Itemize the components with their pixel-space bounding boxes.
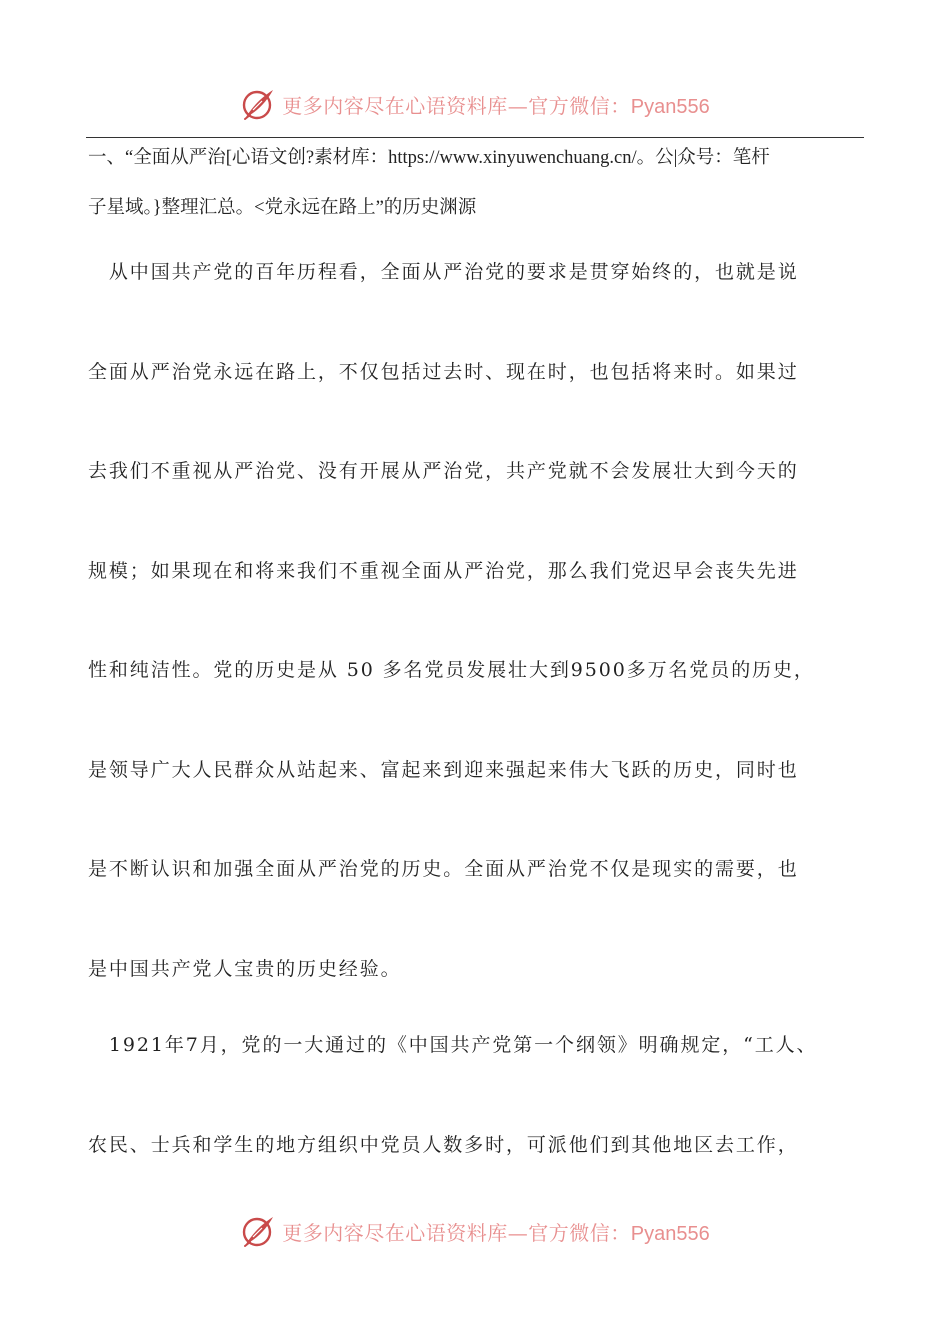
header-banner (0, 82, 950, 126)
quill-logo-icon (240, 86, 276, 122)
section-heading-line-2: 子星域。}整理汇总。<党永远在路上”的历史渊源 (88, 198, 477, 218)
body-line: 是领导广大人民群众从站起来、富起来到迎来强起来伟大飞跃的历史，同时也 (88, 759, 799, 781)
body-line: 是不断认识和加强全面从严治党的历史。全面从严治党不仅是现实的需要，也 (88, 858, 799, 880)
header-rule (86, 137, 864, 138)
body-line: 从中国共产党的百年历程看，全面从严治党的要求是贯穿始终的，也就是说 (88, 261, 799, 283)
footer-banner (0, 1209, 950, 1253)
quill-logo-icon (240, 1213, 276, 1249)
wechat-handle: Pyan556 (630, 95, 710, 118)
section-heading-line-1: 一、“全面从严治[心语文创?素材库：https://www.xinyuwenchuang.cn/。公|众号：笔杆 (88, 148, 770, 168)
body-line: 1921年7月，党的一大通过的《中国共产党第一个纲领》明确规定，“工人、 (88, 1034, 818, 1056)
banner-text: 更多内容尽在心语资料库—官方微信：Pyan556 (282, 1220, 710, 1245)
body-line: 是中国共产党人宝贵的历史经验。 (88, 958, 402, 980)
body-line: 去我们不重视从严治党、没有开展从严治党，共产党就不会发展壮大到今天的 (88, 460, 799, 482)
body-line: 农民、士兵和学生的地方组织中党员人数多时，可派他们到其他地区去工作， (88, 1134, 799, 1156)
wechat-handle: Pyan556 (630, 1222, 710, 1245)
body-line: 规模；如果现在和将来我们不重视全面从严治党，那么我们党迟早会丧失先进 (88, 560, 799, 582)
body-line: 性和纯洁性。党的历史是从 50 多名党员发展壮大到9500多万名党员的历史， (88, 659, 815, 681)
banner-text: 更多内容尽在心语资料库—官方微信：Pyan556 (282, 93, 710, 118)
body-line: 全面从严治党永远在路上，不仅包括过去时、现在时，也包括将来时。如果过 (88, 361, 799, 383)
